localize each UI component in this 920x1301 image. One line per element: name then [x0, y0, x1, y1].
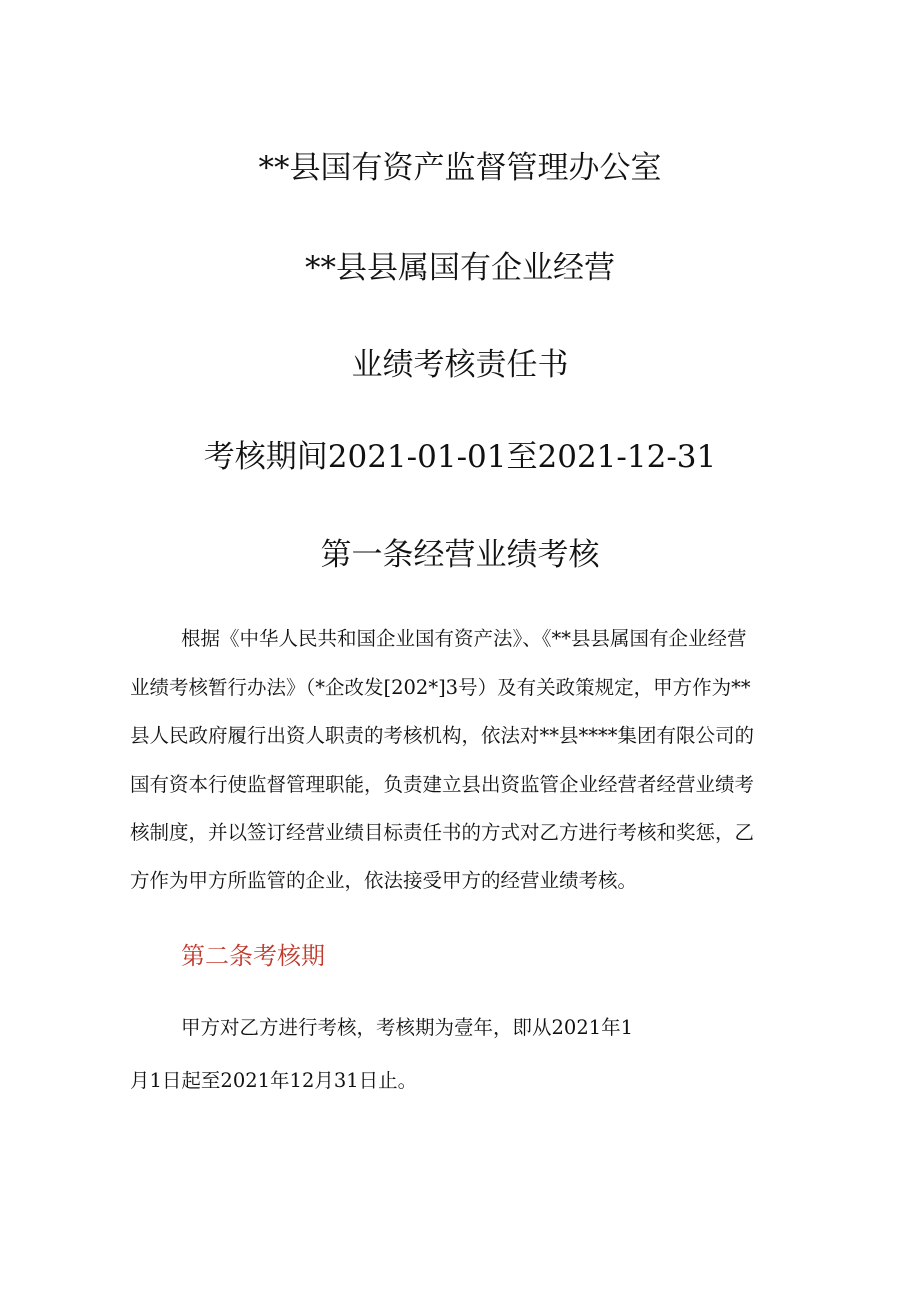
document-title: 业绩考核责任书 [351, 347, 569, 383]
assessment-period: 考核期间2021-01-01至2021-12-31 [203, 439, 717, 475]
paragraph-line: 方作为甲方所监管的企业，依法接受甲方的经营业绩考核。 [130, 869, 638, 892]
paragraph-line: 月1日起至2021年12月31日止。 [130, 1069, 418, 1092]
paragraph-line: 甲方对乙方进行考核，考核期为壹年，即从2021年1 [181, 1016, 634, 1039]
article-2-heading: 第二条考核期 [181, 942, 325, 970]
article-1-heading: 第一条经营业绩考核 [320, 537, 600, 573]
paragraph-line: 国有资本行使监督管理职能，负责建立县出资监管企业经营者经营业绩考 [130, 773, 755, 796]
paragraph-line: 县人民政府履行出资人职责的考核机构，依法对**县****集团有限公司的 [130, 724, 755, 747]
paragraph-line: 业绩考核暂行办法》（*企改发[202*]3号）及有关政策规定，甲方作为** [130, 676, 751, 699]
paragraph-line: 核制度，并以签订经营业绩目标责任书的方式对乙方进行考核和奖惩，乙 [130, 821, 755, 844]
office-title: **县国有资产监督管理办公室 [258, 150, 662, 186]
enterprise-title: **县县属国有企业经营 [305, 250, 615, 286]
paragraph-line: 根据《中华人民共和国企业国有资产法》、《**县县属国有企业经营 [181, 627, 747, 650]
